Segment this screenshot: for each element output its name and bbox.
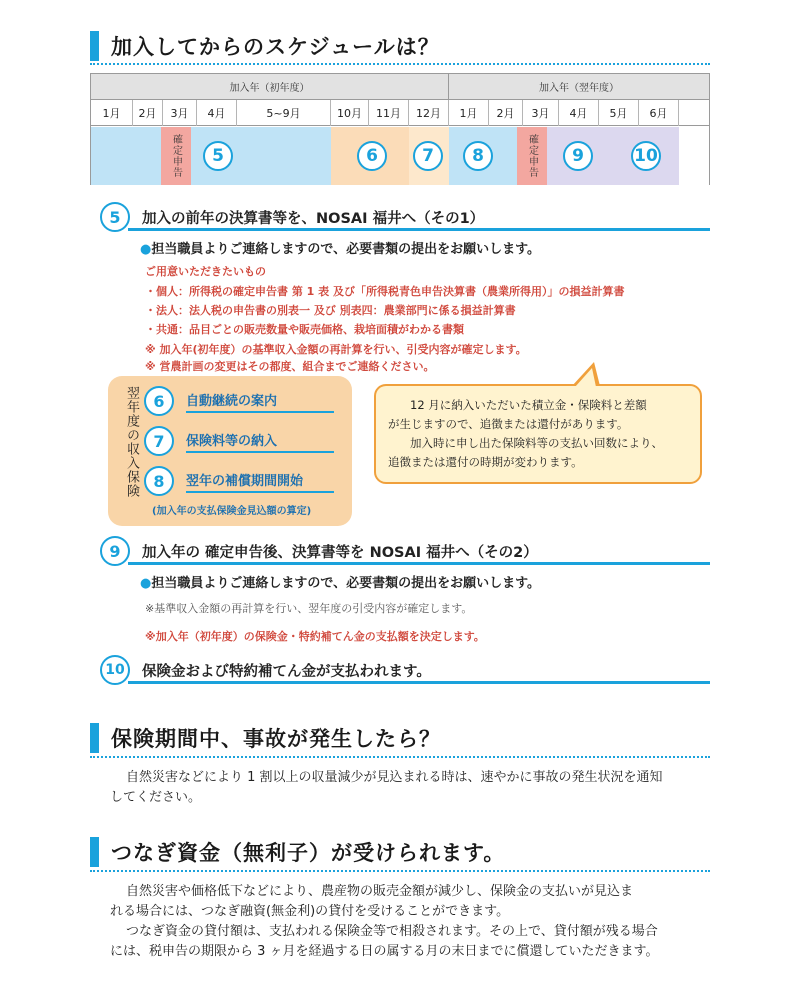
speech-line: 追徴または還付の時期が変わります。 bbox=[388, 455, 583, 469]
section-rule bbox=[90, 870, 710, 872]
para-line: には、税申告の期限から 3 ヶ月を経過する日の属する月の末日までに償還していただきます。 bbox=[110, 944, 659, 959]
step9-note: ※基準収入金額の再計算を行い、翌年度の引受内容が確定します。 bbox=[145, 602, 473, 615]
step5-bullet: ●担当職員よりご連絡しますので、必要書類の提出をお願いします。 bbox=[140, 242, 541, 257]
section-title: 保険期間中、事故が発生したら？ bbox=[111, 727, 441, 751]
section-rule bbox=[90, 756, 710, 758]
step9-bullet: ●担当職員よりご連絡しますので、必要書類の提出をお願いします。 bbox=[140, 576, 541, 591]
speech-line: が生じますので、追徴または還付があります。 bbox=[388, 417, 629, 431]
bullet-dot: ● bbox=[140, 576, 152, 591]
step-number: 10 bbox=[100, 655, 130, 685]
step-rule bbox=[128, 681, 710, 684]
speech-bubble bbox=[374, 384, 702, 484]
next-year-row bbox=[144, 386, 334, 416]
section-title: つなぎ資金（無利子）が受けられます。 bbox=[111, 841, 506, 865]
step-rule bbox=[128, 562, 710, 565]
marker-7: 7 bbox=[413, 141, 443, 171]
prep-title: ご用意いただきたいもの bbox=[145, 265, 266, 278]
step-title: 加入年の 確定申告後、決算書等を NOSAI 福井へ（その2） bbox=[142, 544, 538, 561]
schedule-table bbox=[90, 73, 710, 185]
row-text: 翌年の補償期間開始 bbox=[186, 470, 334, 493]
accident-section-header bbox=[90, 722, 441, 754]
next-year-row bbox=[144, 426, 334, 456]
month-row bbox=[91, 100, 709, 126]
step-number: 7 bbox=[144, 426, 174, 456]
para-line: 自然災害や価格低下などにより、農産物の販売金額が減少し、保険金の支払いが見込ま bbox=[126, 884, 634, 899]
month-cell: 12月 bbox=[409, 100, 449, 126]
month-cell: 5~9月 bbox=[237, 100, 331, 126]
bridge-body bbox=[110, 882, 708, 962]
para-line: してください。 bbox=[110, 790, 202, 805]
kakutei-label: 確定申告 bbox=[517, 127, 547, 185]
month-cell: 1月 bbox=[449, 100, 489, 126]
month-cell: 5月 bbox=[599, 100, 639, 126]
speech-tail-inner bbox=[575, 368, 596, 387]
year1-header: 加入年（初年度） bbox=[91, 74, 449, 100]
month-cell: 2月 bbox=[133, 100, 163, 126]
para-line: つなぎ資金の貸付額は、支払われる保険金等で相殺されます。その上で、貸付額が残る場合 bbox=[126, 924, 658, 939]
marker-6: 6 bbox=[357, 141, 387, 171]
year2-header: 加入年（翌年度） bbox=[449, 74, 709, 100]
month-cell: 3月 bbox=[163, 100, 197, 126]
month-cell: 11月 bbox=[369, 100, 409, 126]
step-title: 加入の前年の決算書等を、NOSAI 福井へ（その1） bbox=[142, 210, 485, 227]
month-cell bbox=[679, 100, 709, 126]
month-cell: 10月 bbox=[331, 100, 369, 126]
step-number: 5 bbox=[100, 202, 130, 232]
kakutei-label: 確定申告 bbox=[161, 127, 191, 185]
prep-item: ・個人：所得税の確定申告書 第 1 表 及び「所得税青色申告決算書（農業所得用）」の損益計算書 bbox=[145, 285, 625, 298]
month-cell: 4月 bbox=[559, 100, 599, 126]
next-year-note: (加入年の支払保険金見込額の算定) bbox=[152, 506, 312, 517]
step-number: 9 bbox=[100, 536, 130, 566]
step-rule bbox=[128, 228, 710, 231]
section-bar bbox=[90, 837, 99, 867]
step5-note: ※ 営農計画の変更はその都度、組合までご連絡ください。 bbox=[145, 360, 435, 373]
schedule-section-header bbox=[90, 30, 440, 62]
marker-5: 5 bbox=[203, 141, 233, 171]
section-rule bbox=[90, 63, 710, 65]
phase-block-empty bbox=[679, 127, 709, 185]
step-number: 8 bbox=[144, 466, 174, 496]
month-cell: 1月 bbox=[91, 100, 133, 126]
para-line: 自然災害などにより 1 割以上の収量減少が見込まれる時は、速やかに事故の発生状況を通知 bbox=[126, 770, 663, 785]
step-number: 6 bbox=[144, 386, 174, 416]
speech-line: 12 月に納入いただいた積立金・保険料と差額 bbox=[410, 398, 647, 412]
marker-9: 9 bbox=[563, 141, 593, 171]
section-bar bbox=[90, 723, 99, 753]
step-title: 保険金および特約補てん金が支払われます。 bbox=[142, 663, 431, 680]
month-cell: 2月 bbox=[489, 100, 523, 126]
bridge-section-header bbox=[90, 836, 505, 868]
next-year-box bbox=[108, 376, 352, 526]
bullet-dot: ● bbox=[140, 242, 152, 257]
month-cell: 4月 bbox=[197, 100, 237, 126]
month-cell: 3月 bbox=[523, 100, 559, 126]
prep-item: ・法人：法人税の申告書の別表一 及び 別表四：農業部門に係る損益計算書 bbox=[145, 304, 516, 317]
next-year-row bbox=[144, 466, 334, 496]
para-line: れる場合には、つなぎ融資(無金利)の貸付を受けることができます。 bbox=[110, 904, 510, 919]
row-text: 保険料等の納入 bbox=[186, 430, 334, 453]
next-year-label: 翌年度の収入保険 bbox=[124, 386, 139, 498]
speech-line: 加入時に申し出た保険料等の支払い回数により、 bbox=[410, 436, 663, 450]
accident-body bbox=[110, 768, 708, 808]
prep-item: ・共通：品目ごとの販売数量や販売価格、栽培面積がわかる書類 bbox=[145, 323, 464, 336]
section-title: 加入してからのスケジュールは？ bbox=[111, 35, 440, 59]
step9-note: ※加入年（初年度）の保険金・特約補てん金の支払額を決定します。 bbox=[145, 630, 485, 643]
month-cell: 6月 bbox=[639, 100, 679, 126]
marker-8: 8 bbox=[463, 141, 493, 171]
marker-10: 10 bbox=[631, 141, 661, 171]
row-text: 自動継続の案内 bbox=[186, 390, 334, 413]
section-bar bbox=[90, 31, 99, 61]
step5-note: ※ 加入年(初年度）の基準収入金額の再計算を行い、引受内容が確定します。 bbox=[145, 343, 527, 356]
